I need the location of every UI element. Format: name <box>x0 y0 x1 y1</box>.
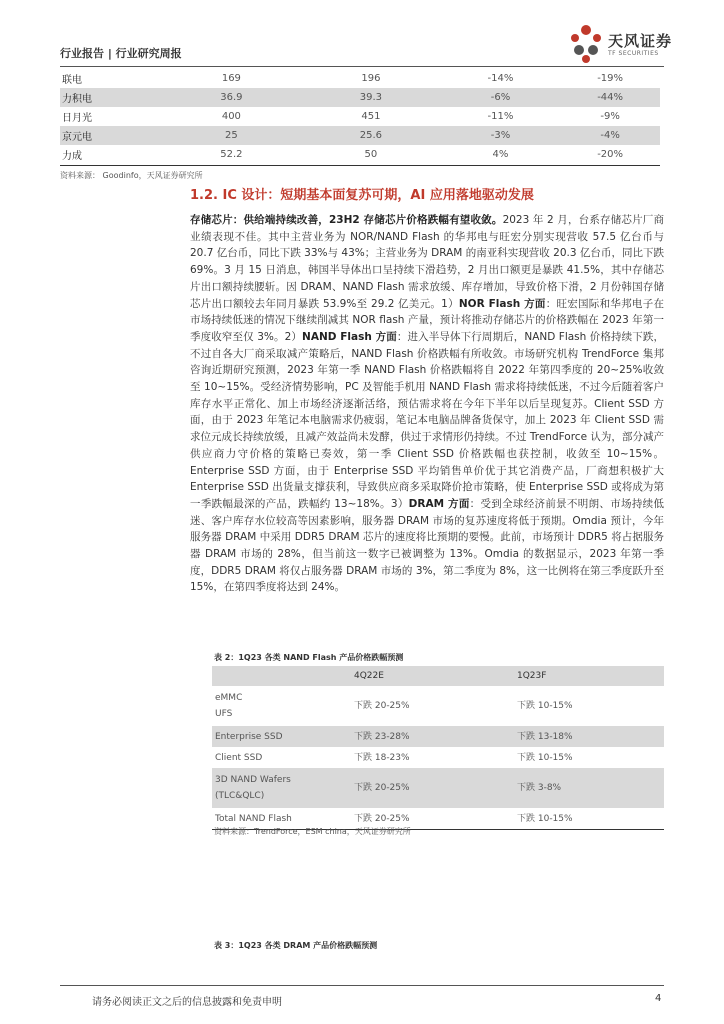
value-cell: 25 <box>162 126 302 145</box>
logo-subtitle: TF SECURITIES <box>608 50 659 57</box>
body-text: ：进入半导体下行周期后，NAND Flash 价格持续下跌，不过自各大厂商采取减产策略后，NAND Flash 价格跌幅有所收敛。市场研究机构 TrendForce 集邦咨询近期研究预测，2023 年第一季 NAND Flash 价格跌幅将自 2022 年第四季度的 20~25%收敛至 10~15%。受经济情势影响，PC 及智能手机用 NAND Flash 需求将持续低迷，不过今后随着客户库存水平正常化、加上市场经济逐渐活络，预估需求将在今年下半年以后呈现复苏。Client SSD 方面，由于 2023 年笔记本电脑需求仍疲弱，笔记本电脑品牌备货保守，加上 2023 年 Client SSD 需求位元成长持续放缓，且减产效益尚未发酵，供过于求情形仍持续。不过 TrendForce 认为，部分减产供应商力守价格的策略已奏效，第一季 Client SSD 价格跌幅也获控制，收敛至 10~15%。Enterprise SSD 方面，由于 Enterprise SSD 平均销售单价优于其它消费产品，厂商想积极扩大 Enterprise SSD 出货量支撑获利，导致供应商多采取降价抢市策略，使 Enterprise SSD 或将成为第一季跌幅最深的产品，跌幅约 13~18%。3） <box>190 330 665 510</box>
change-cell: -14% <box>487 73 514 84</box>
table-row <box>212 726 664 747</box>
table-row <box>212 768 664 808</box>
change-cell: -11% <box>487 111 514 122</box>
change-cell: -44% <box>560 88 660 107</box>
product-cell: Client SSD <box>215 752 263 763</box>
lead-bold-text: 存储芯片：供给端持续改善，23H2 存储芯片价格跌幅有望收敛。 <box>190 214 503 226</box>
value-cell: 下跌 3-8% <box>514 768 664 808</box>
change-cell: -19% <box>597 73 624 84</box>
report-header-title: 行业报告 | 行业研究周报 <box>60 47 182 60</box>
header-cell: 4Q22E <box>351 666 514 686</box>
header-divider <box>60 66 664 67</box>
change-cell: -9% <box>600 111 620 122</box>
value-cell: 25.6 <box>301 126 441 145</box>
value-cell: 36.9 <box>162 88 302 107</box>
company-cell: 日月光 <box>62 113 92 124</box>
body-text: 2023 年 2 月，台系存储芯片厂商业绩表现不佳。其中主营业务为 NOR/NAND Flash 的华邦电与旺宏分别实现营收 57.5 亿台币与 20.7 亿台币，同比下跌 33%与 43%；主营业务为 DRAM 的南亚科实现营收 20.3 亿台币，同比下跌 69%。3 月 15 日消息，韩国半导体出口呈持续下滑趋势，2 月出口额更是暴跌 41.5%，其中存储芯片出口额持续腰斩。因 DRAM、NAND Flash 需求放缓、库存增加，导致价格下滑，2 月份韩国存储芯片出口额较去年同月暴跌 53.9%至 29.2 亿美元。1） <box>190 214 664 310</box>
change-cell: -20% <box>597 149 624 160</box>
table-row <box>60 126 660 145</box>
value-cell: 下跌 10-15% <box>517 752 573 763</box>
table-bottom-rule <box>60 165 660 166</box>
value-cell: 451 <box>361 111 381 122</box>
nand-flash-heading: NAND Flash 方面 <box>302 330 397 343</box>
header-cell <box>212 666 351 686</box>
value-cell: 52.2 <box>220 149 243 160</box>
value-cell: 196 <box>361 73 381 84</box>
value-cell: 39.3 <box>301 88 441 107</box>
change-cell: -3% <box>441 126 561 145</box>
table-header-row <box>212 666 664 686</box>
table-row <box>60 107 660 126</box>
table-row <box>212 686 664 726</box>
value-cell: 169 <box>221 73 241 84</box>
value-cell: 下跌 10-15% <box>517 701 573 711</box>
value-cell: 下跌 20-25% <box>351 808 514 830</box>
company-cell: 力成 <box>62 151 82 162</box>
logo-name: 天风证券 <box>608 32 673 50</box>
value-cell: 下跌 20-25% <box>354 701 410 711</box>
table-row <box>60 145 660 164</box>
table2-source: 资料来源：TrendForce，ESM china，天风证券研究所 <box>214 827 411 836</box>
body-text: ：旺宏国际和华邦电子在市场持续低迷的情况下继续削减其 NOR flash 产量，预计将推动存储芯片的价格跌幅在 2023 年第一季度收窄至仅 3%。2） <box>190 297 664 343</box>
table-row <box>60 69 660 88</box>
change-cell: -6% <box>441 88 561 107</box>
value-cell: 下跌 20-25% <box>351 768 514 808</box>
body-paragraph <box>190 212 664 596</box>
product-cell: Total NAND Flash <box>212 808 351 830</box>
company-cell: 京元电 <box>60 126 162 145</box>
nand-price-table <box>212 666 664 830</box>
table-row <box>212 747 664 768</box>
company-cell: 联电 <box>62 75 82 86</box>
value-cell: 下跌 13-18% <box>514 726 664 747</box>
table3-caption: 表 3：1Q23 各类 DRAM 产品价格跌幅预测 <box>214 941 378 950</box>
product-cell: 3D NAND Wafers (TLC&QLC) <box>212 768 351 808</box>
value-cell: 下跌 10-15% <box>514 808 664 830</box>
value-cell: 400 <box>221 111 241 122</box>
product-cell: Enterprise SSD <box>212 726 351 747</box>
footer-disclaimer: 请务必阅读正文之后的信息披露和免责申明 <box>92 997 282 1008</box>
change-cell: 4% <box>492 149 509 160</box>
table2-caption: 表 2：1Q23 各类 NAND Flash 产品价格跌幅预测 <box>214 653 404 662</box>
value-cell: 下跌 23-28% <box>351 726 514 747</box>
tf-logo-icon <box>566 22 606 64</box>
product-cell: eMMC UFS <box>215 693 243 719</box>
section-title: 1.2. IC 设计：短期基本面复苏可期，AI 应用落地驱动发展 <box>190 188 534 203</box>
company-cell: 力积电 <box>60 88 162 107</box>
value-cell: 50 <box>364 149 378 160</box>
dram-heading: DRAM 方面 <box>408 497 470 510</box>
footer-divider <box>60 985 664 986</box>
page-number: 4 <box>655 993 662 1004</box>
table-row <box>60 88 660 107</box>
header-cell: 1Q23F <box>514 666 664 686</box>
revenue-table <box>60 69 660 164</box>
table1-source: 资料来源： Goodinfo，天风证券研究所 <box>60 171 203 180</box>
nor-flash-heading: NOR Flash 方面 <box>458 297 546 310</box>
body-text: ：受到全球经济前景不明朗、市场持续低迷、客户库存水位较高等因素影响，服务器 DRAM 市场的复苏速度将低于预期。Omdia 预计，今年服务器 DRAM 中采用 DDR5 DRAM 芯片的速度将比预期的要慢。此前，市场预计 DDR5 将占据服务器 DRAM 市场的 28%，但当前这一数字已被调整为 13%。Omdia 的数据显示，2023 年第一季度，DDR5 DRAM 将仅占服务器 DRAM 市场的 3%，第二季度为 8%，这一比例将在第三季度跃升至 15%，在第四季度将达到 24%。 <box>190 497 664 594</box>
value-cell: 下跌 18-23% <box>354 752 410 763</box>
change-cell: -4% <box>560 126 660 145</box>
